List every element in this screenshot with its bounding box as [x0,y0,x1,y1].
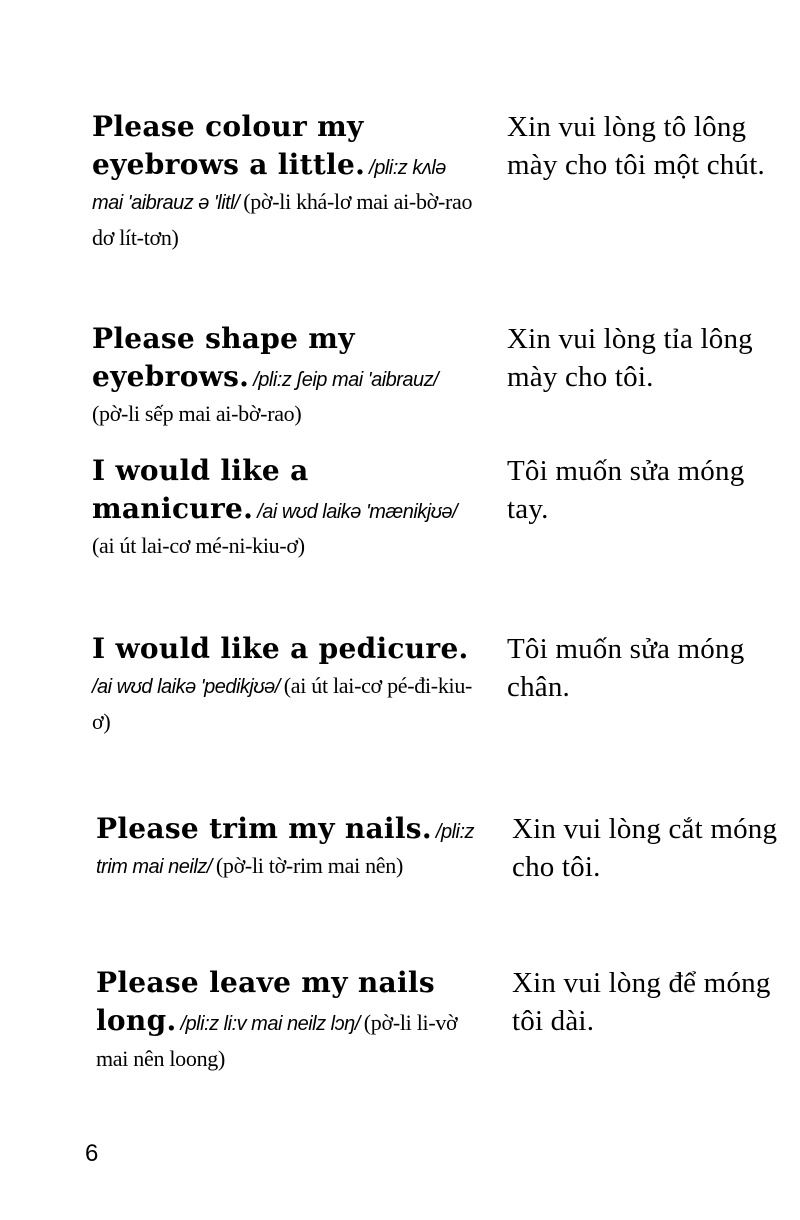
vietnamese-pronunciation: (pờ-li sếp mai ai-bờ-rao) [92,401,302,426]
english-block [92,320,477,432]
vietnamese-pronunciation: (ai út lai-cơ mé-ni-kiu-ơ) [92,533,305,558]
vietnamese-translation: Tôi muốn sửa móng chân. [507,633,745,703]
english-block [92,452,477,564]
ipa-transcription: /pli:z ʃeip mai 'aibrauz/ [253,369,439,391]
english-block [92,108,477,256]
vietnamese-translation: Xin vui lòng để móng tôi dài. [512,967,771,1037]
english-block [96,964,481,1077]
ipa-transcription: /ai wʊd laikə 'pedikjʊə/ [92,676,280,698]
english-phrase: Please shape my eyebrows. [92,322,355,393]
vietnamese-translation: Xin vui lòng cắt móng cho tôi. [512,813,778,883]
vietnamese-translation: Tôi muốn sửa móng tay. [507,455,745,525]
english-phrase: I would like a pedicure. [92,632,469,665]
vietnamese-pronunciation: (ai út lai-cơ pé-đi-kiu-ơ) [92,673,473,734]
ipa-transcription: /ai wʊd laikə 'mænikjʊə/ [257,501,458,523]
ipa-transcription: /pli:z li:v mai neilz lɔŋ/ [180,1013,360,1035]
english-phrase: Please trim my nails. [96,812,432,845]
english-phrase: Please leave my nails long. [96,966,435,1037]
english-block [96,810,481,884]
vietnamese-translation: Xin vui lòng tô lông mày cho tôi một chút. [507,111,765,181]
ipa-transcription: /pli:z kʌlə mai 'aibrauz ə 'litl/ [92,157,446,214]
vietnamese-pronunciation: (pờ-li tờ-rim mai nên) [215,853,403,878]
english-phrase: Please colour my eyebrows a little. [92,110,366,181]
page-number: 6 [85,1140,99,1167]
vietnamese-translation: Xin vui lòng tỉa lông mày cho tôi. [507,323,753,393]
vietnamese-pronunciation: (pờ-li khá-lơ mai ai-bờ-rao dơ lít-tơn) [92,189,473,250]
english-block [92,630,477,740]
ipa-transcription: /pli:z trim mai neilz/ [96,821,475,878]
vietnamese-pronunciation: (pờ-li li-vờ mai nên loong) [96,1010,458,1071]
english-phrase: I would like a manicure. [92,454,309,525]
